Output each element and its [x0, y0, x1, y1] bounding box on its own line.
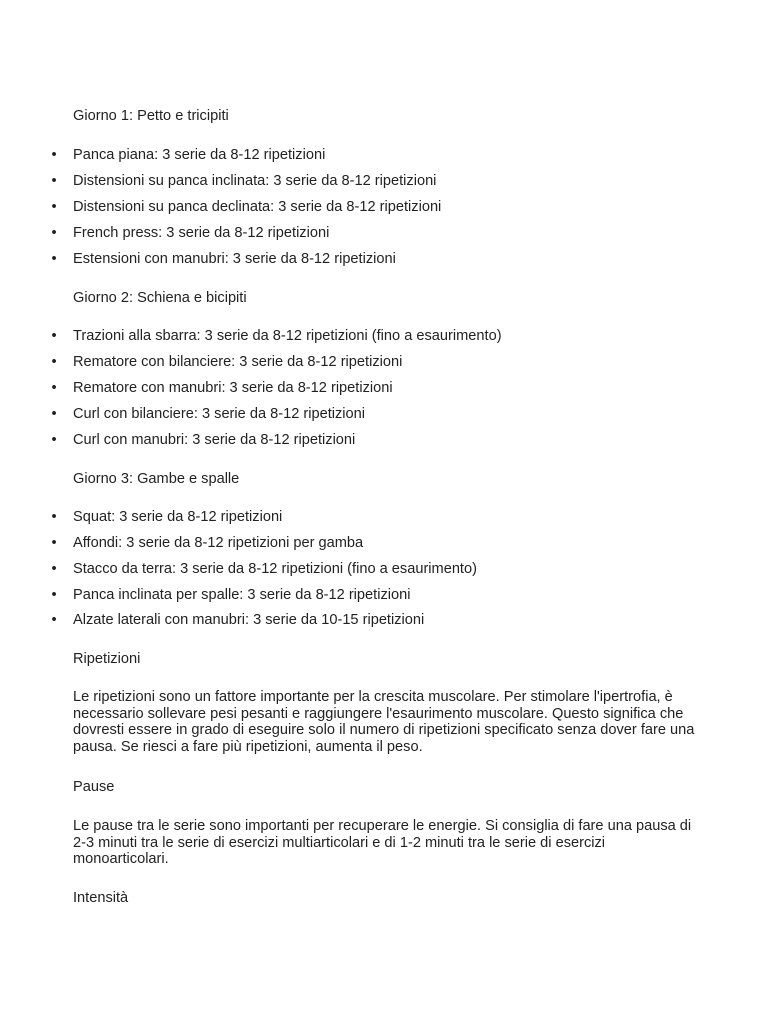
list-item-text: Panca inclinata per spalle: 3 serie da 8-12 ripetizioni: [73, 587, 411, 603]
list-item: [0, 173, 768, 190]
list-item-text: Alzate laterali con manubri: 3 serie da 10-15 ripetizioni: [73, 612, 425, 628]
list-item-text: French press: 3 serie da 8-12 ripetizioni: [73, 225, 330, 241]
day-2-heading: Giorno 2: Schiena e bicipiti: [73, 290, 247, 306]
list-item: [0, 535, 768, 552]
day-1-heading: Giorno 1: Petto e tricipiti: [73, 108, 229, 124]
bullet-icon: •: [51, 147, 57, 163]
ripetizioni-paragraph: Le ripetizioni sono un fattore importante per la crescita muscolare. Per stimolare l'ipertrofia, è necessario sollevare pesi pesanti e raggiungere l'esaurimento muscolare. Questo significa che dovresti essere in grado di eseguire solo il numero di ripetizioni specificato senza dover fare una pausa. Se riesci a fare più ripetizioni, aumenta il peso.: [73, 689, 695, 755]
ripetizioni-heading: Ripetizioni: [73, 651, 141, 667]
list-item-text: Rematore con bilanciere: 3 serie da 8-12 ripetizioni: [73, 354, 403, 370]
list-item: [0, 432, 768, 449]
list-item: [0, 225, 768, 242]
list-item-text: Distensioni su panca inclinata: 3 serie da 8-12 ripetizioni: [73, 173, 437, 189]
list-item: [0, 587, 768, 604]
intensita-heading: Intensità: [73, 890, 129, 906]
bullet-icon: •: [51, 509, 57, 525]
bullet-icon: •: [51, 587, 57, 603]
list-item: [0, 561, 768, 578]
list-item: [0, 380, 768, 397]
list-item-text: Panca piana: 3 serie da 8-12 ripetizioni: [73, 147, 326, 163]
day-3-heading: Giorno 3: Gambe e spalle: [73, 471, 240, 487]
list-item: [0, 612, 768, 629]
list-item: [0, 509, 768, 526]
bullet-icon: •: [51, 173, 57, 189]
bullet-icon: •: [51, 328, 57, 344]
list-item: [0, 147, 768, 164]
bullet-icon: •: [51, 561, 57, 577]
bullet-icon: •: [51, 199, 57, 215]
list-item: [0, 251, 768, 268]
list-item: [0, 354, 768, 371]
bullet-icon: •: [51, 380, 57, 396]
list-item: [0, 406, 768, 423]
list-item: [0, 199, 768, 216]
bullet-icon: •: [51, 354, 57, 370]
bullet-icon: •: [51, 432, 57, 448]
list-item-text: Affondi: 3 serie da 8-12 ripetizioni per gamba: [73, 535, 364, 551]
pause-paragraph: Le pause tra le serie sono importanti per recuperare le energie. Si consiglia di fare una pausa di 2-3 minuti tra le serie di esercizi multiarticolari e di 1-2 minuti tra le serie di esercizi monoarticolari.: [73, 818, 692, 867]
list-item-text: Trazioni alla sbarra: 3 serie da 8-12 ripetizioni (fino a esaurimento): [73, 328, 502, 344]
bullet-icon: •: [51, 406, 57, 422]
list-item-text: Curl con bilanciere: 3 serie da 8-12 ripetizioni: [73, 406, 366, 422]
list-item-text: Rematore con manubri: 3 serie da 8-12 ripetizioni: [73, 380, 393, 396]
bullet-icon: •: [51, 612, 57, 628]
list-item-text: Squat: 3 serie da 8-12 ripetizioni: [73, 509, 283, 525]
list-item-text: Estensioni con manubri: 3 serie da 8-12 ripetizioni: [73, 251, 396, 267]
list-item-text: Stacco da terra: 3 serie da 8-12 ripetizioni (fino a esaurimento): [73, 561, 477, 577]
list-item: [0, 328, 768, 345]
list-item-text: Distensioni su panca declinata: 3 serie da 8-12 ripetizioni: [73, 199, 442, 215]
list-item-text: Curl con manubri: 3 serie da 8-12 ripetizioni: [73, 432, 356, 448]
bullet-icon: •: [51, 535, 57, 551]
bullet-icon: •: [51, 251, 57, 267]
pause-heading: Pause: [73, 779, 115, 795]
bullet-icon: •: [51, 225, 57, 241]
